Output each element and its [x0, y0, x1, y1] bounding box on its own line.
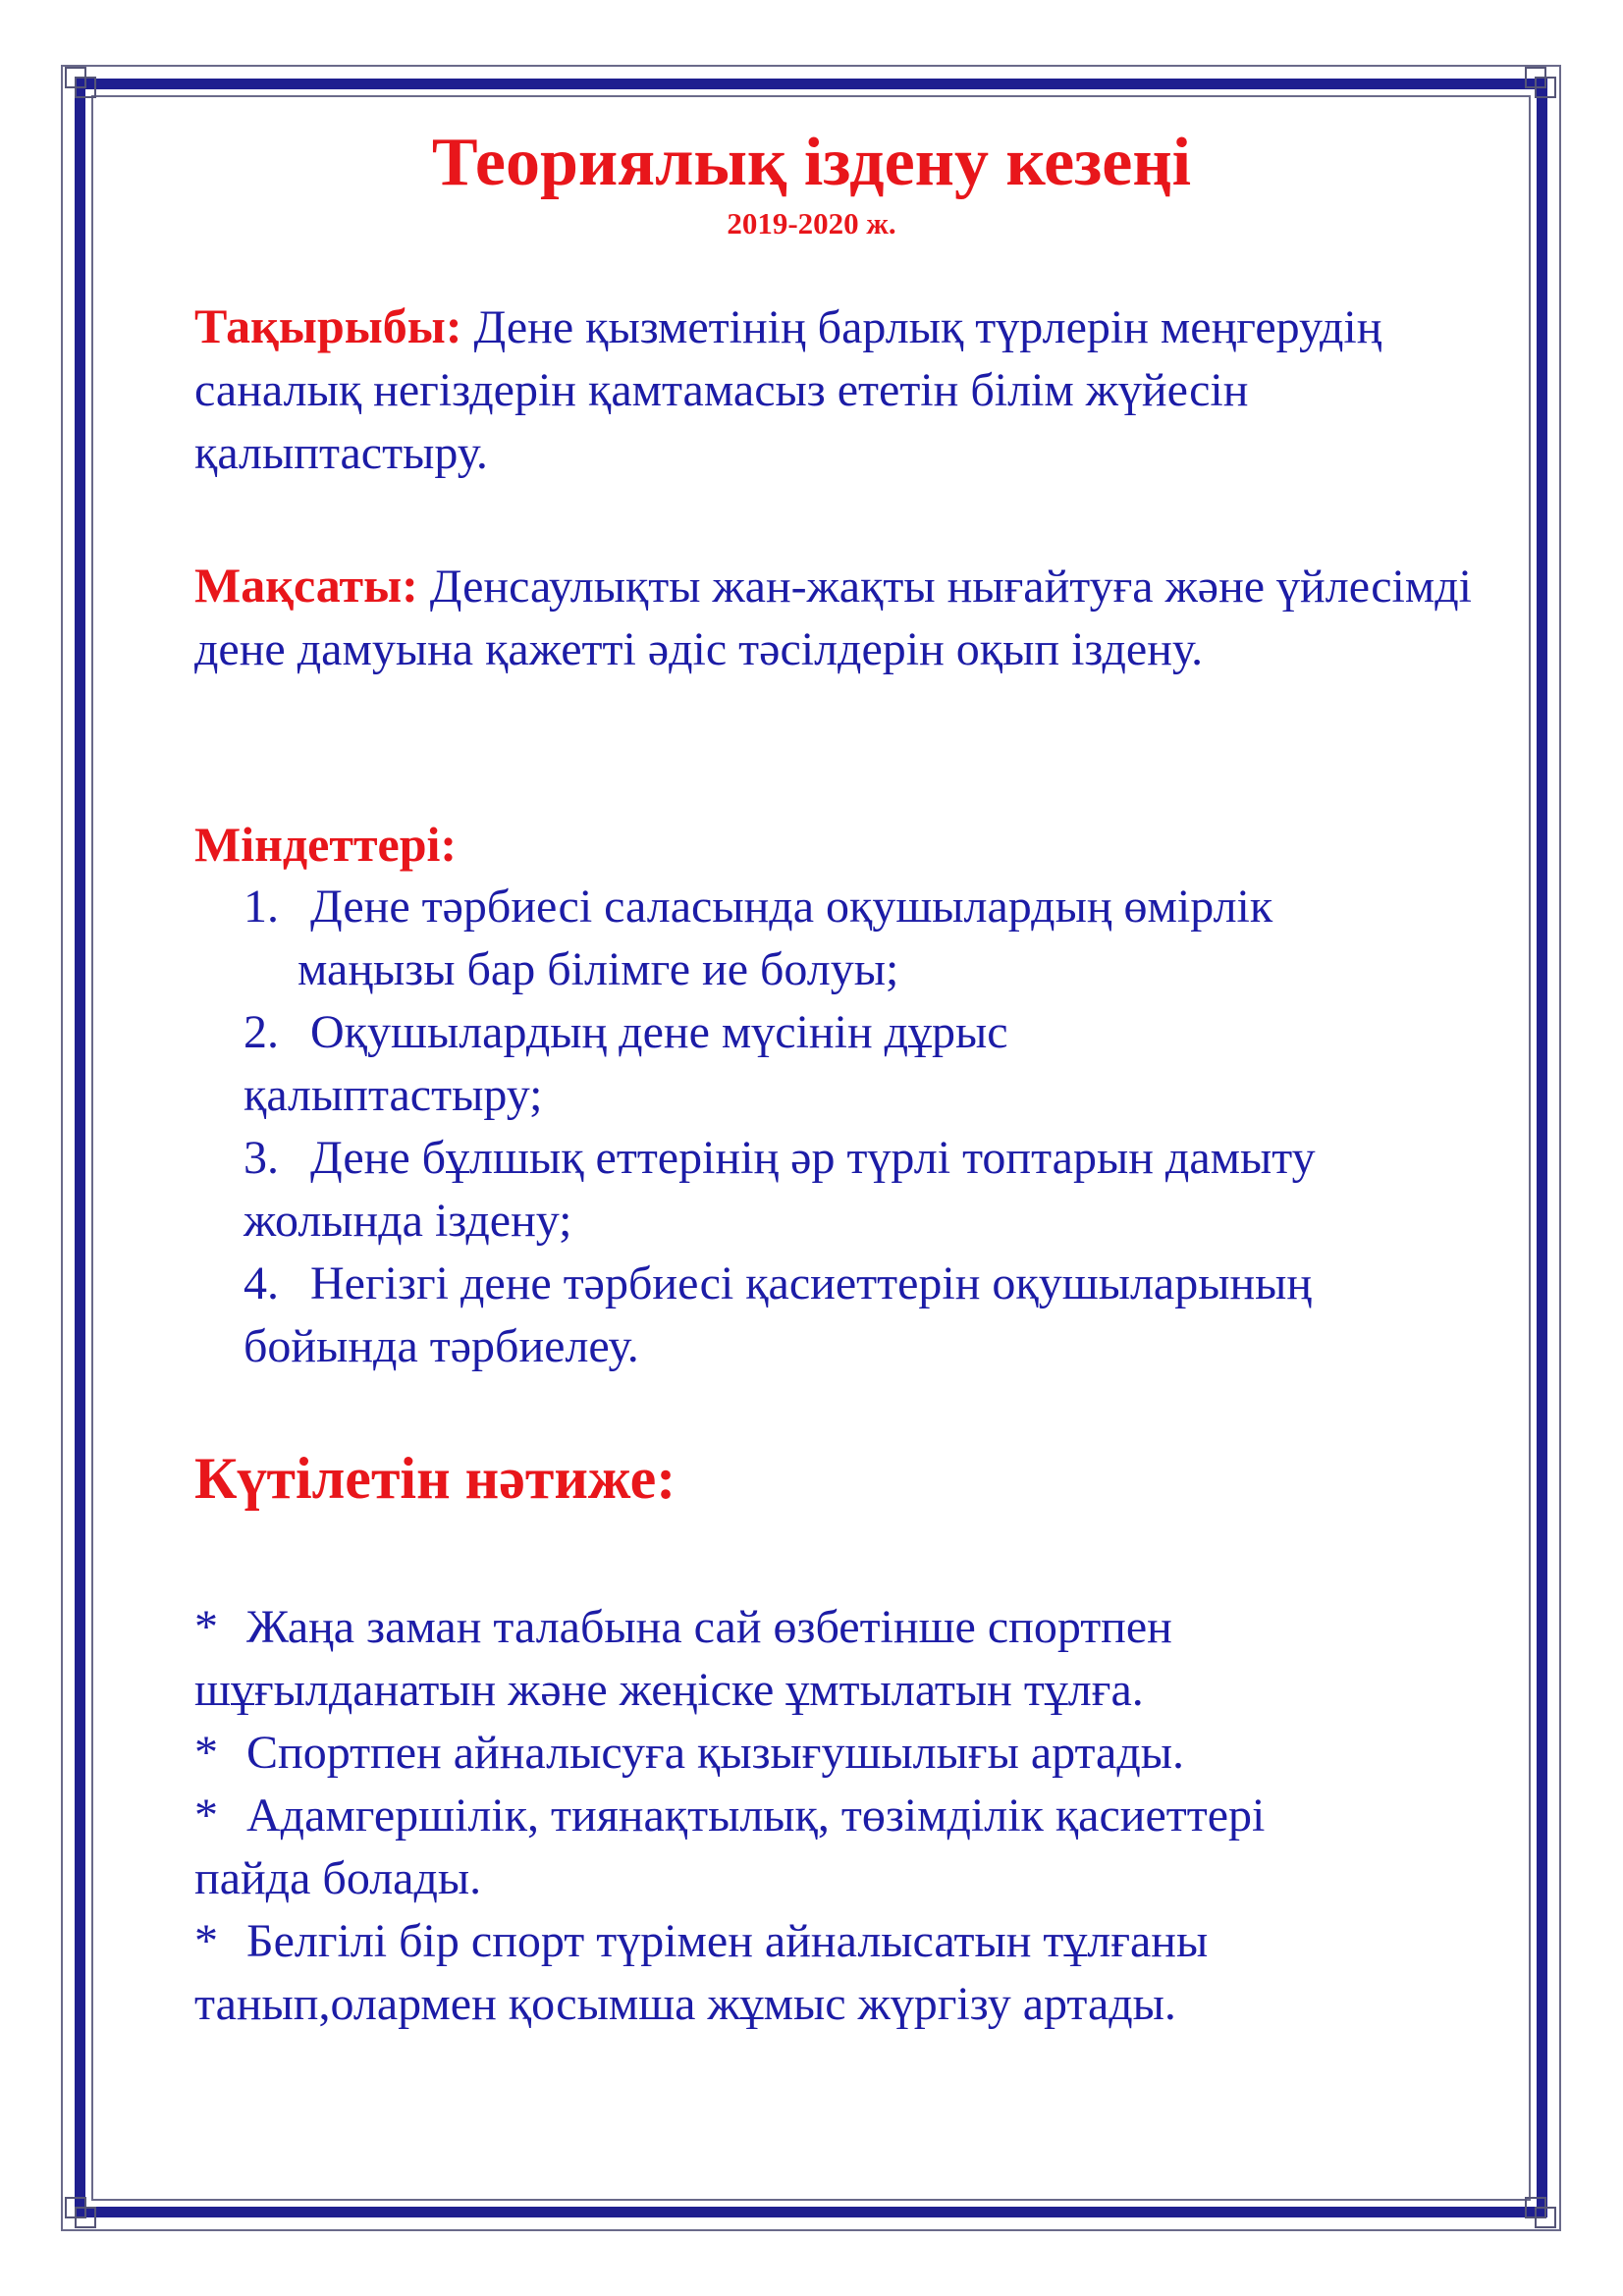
task-text-continued: маңызы бар білімге ие болуы; [298, 943, 899, 995]
bullet-star-icon: * [194, 1789, 218, 1842]
result-item [194, 1910, 1510, 2036]
topic-text: Дене қызметінің барлық түрлерін меңгерудің саналық негіздерін қамтамасыз ететін білім жүйесін қалыптастыру. [194, 301, 1382, 479]
goal-label: Мақсаты: [194, 558, 418, 613]
task-text: Негізгі дене тәрбиесі қасиеттерін оқушыларының [310, 1257, 1313, 1309]
goal-text: Денсаулықты жан-жақты нығайтуға және үйлесімді дене дамуына қажетті әдіс тәсілдерін оқып іздену. [194, 561, 1472, 675]
task-item [243, 1001, 1510, 1127]
task-number: 1. [243, 881, 279, 933]
corner-ornament-icon [1525, 67, 1558, 100]
result-text-continued: пайда болады. [194, 1852, 482, 1904]
task-number: 2. [243, 1006, 279, 1058]
bullet-star-icon: * [194, 1727, 218, 1779]
result-text-continued: шұғылданатын және жеңіске ұмтылатын тұлға. [194, 1664, 1144, 1716]
task-item [243, 876, 1510, 1001]
topic-label: Тақырыбы: [194, 298, 462, 353]
result-text-continued: танып,олармен қосымша жұмыс жүргізу артады. [194, 1978, 1176, 2030]
result-text: Адамгершілік, тиянақтылық, төзімділік қасиеттері [246, 1789, 1266, 1842]
tasks-list [243, 876, 1510, 1378]
task-text-continued: жолында іздену; [243, 1195, 572, 1247]
task-item [243, 1253, 1510, 1378]
task-number: 4. [243, 1257, 279, 1309]
results-list [194, 1596, 1510, 2036]
task-text: Дене бұлшық еттерінің әр түрлі топтарын дамыту [310, 1132, 1316, 1184]
corner-ornament-icon [65, 67, 98, 100]
results-label: Күтілетін нәтиже: [194, 1446, 676, 1511]
result-item [194, 1785, 1510, 1910]
corner-ornament-icon [1525, 2197, 1558, 2230]
task-item [243, 1127, 1510, 1253]
goal-section [194, 554, 1540, 681]
task-text-continued: қалыптастыру; [243, 1069, 543, 1121]
result-text: Белгілі бір спорт түрімен айналысатын тұлғаны [246, 1915, 1209, 1967]
task-text: Оқушылардың дене мүсінін дұрыс [310, 1006, 1008, 1058]
corner-ornament-icon [65, 2197, 98, 2230]
task-text-continued: бойында тәрбиелеу. [243, 1320, 639, 1372]
tasks-label: Міндеттері: [194, 817, 458, 872]
task-text: Дене тәрбиесі саласында оқушылардың өмірлік [310, 881, 1273, 933]
bullet-star-icon: * [194, 1915, 218, 1967]
page-title: Теориялық іздену кезеңі [431, 125, 1192, 200]
page-subtitle-year: 2019-2020 ж. [727, 206, 896, 240]
task-number: 3. [243, 1132, 279, 1184]
result-text: Спортпен айналысуға қызығушылығы артады. [246, 1727, 1185, 1779]
result-text: Жаңа заман талабына сай өзбетінше спортпен [246, 1601, 1172, 1653]
bullet-star-icon: * [194, 1601, 218, 1653]
result-item [194, 1722, 1510, 1785]
result-item [194, 1596, 1510, 1722]
topic-section [194, 294, 1540, 485]
